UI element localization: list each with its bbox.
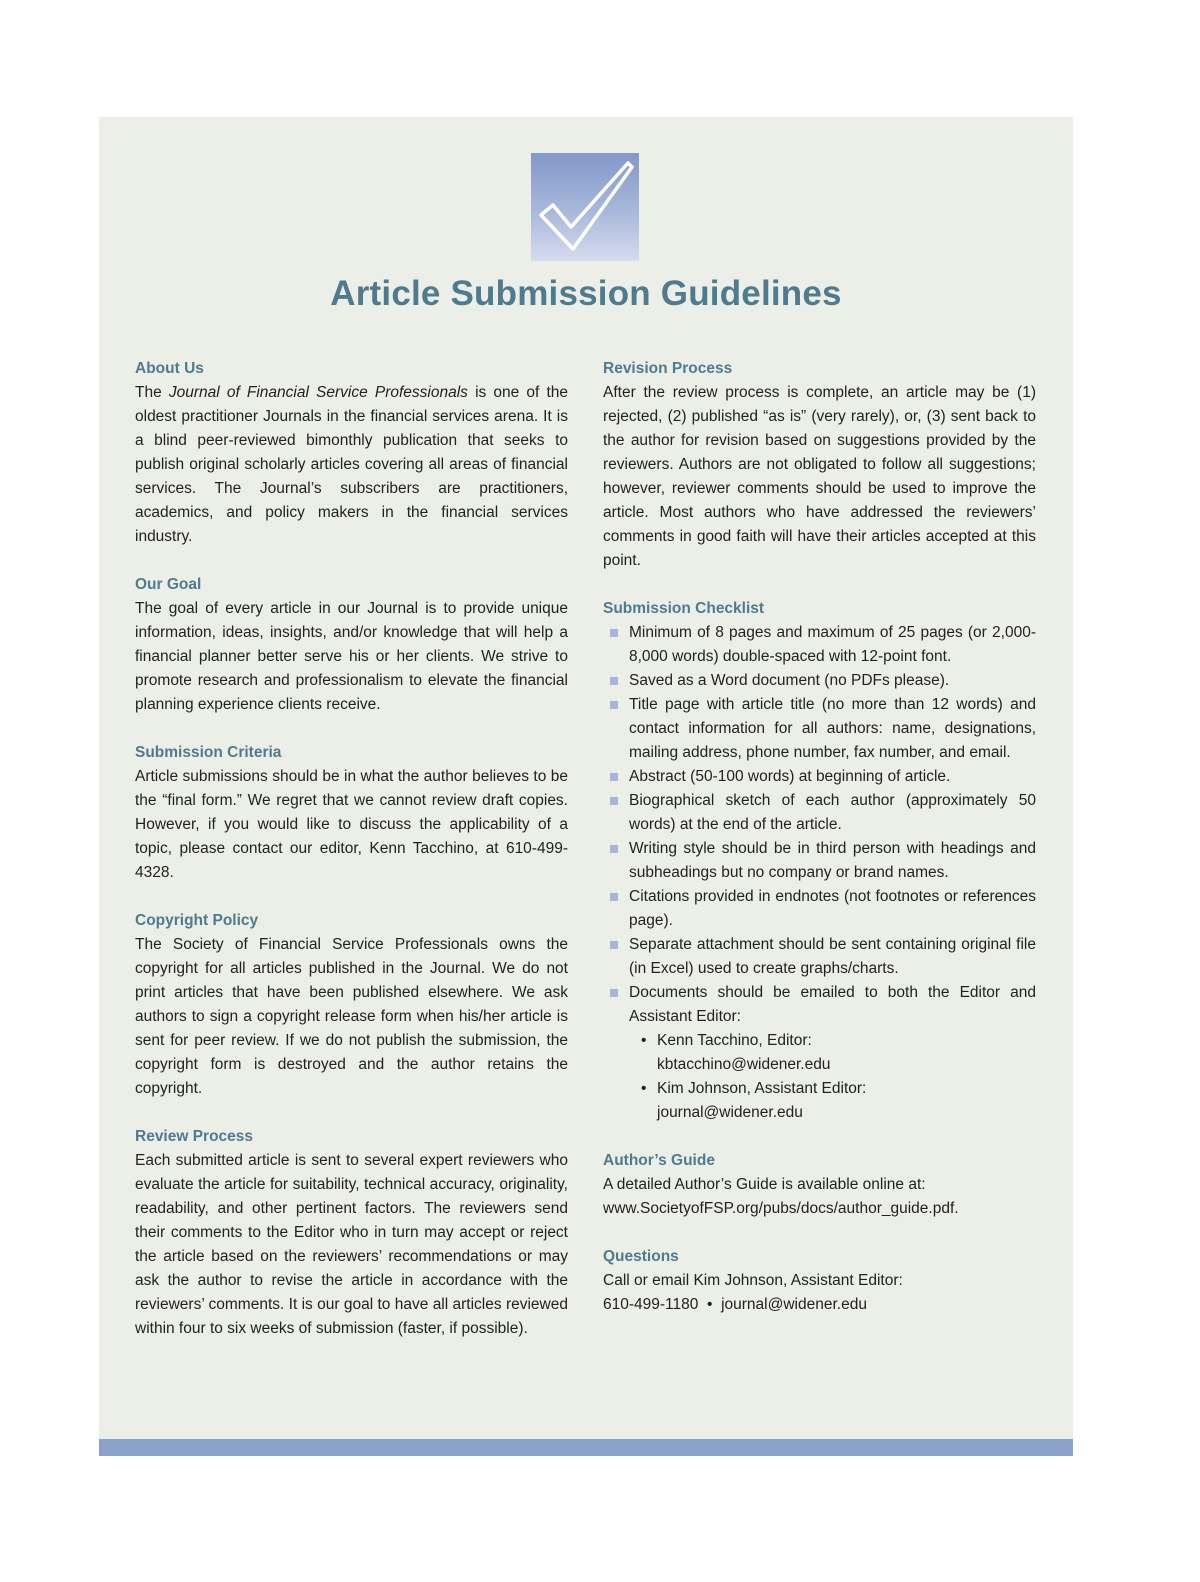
section-authors-guide [603, 1149, 1036, 1221]
checklist-item-text: Citations provided in endnotes (not footnotes or references page). [629, 888, 1036, 929]
right-column [603, 357, 1036, 1341]
section-heading: Our Goal [135, 576, 202, 593]
checklist-item-text: Writing style should be in third person with headings and subheadings but no company or brand names. [629, 840, 1036, 881]
section-heading: Review Process [135, 1128, 254, 1145]
square-bullet-icon [610, 893, 618, 901]
phone-number: 610-499-1180 [603, 1296, 699, 1313]
checklist [603, 621, 1036, 1125]
left-column [135, 357, 568, 1365]
checklist-item-text: Minimum of 8 pages and maximum of 25 pages (or 2,000-8,000 words) double-spaced with 12-point font. [629, 624, 1036, 665]
section-revision-process [603, 357, 1036, 573]
contact-email[interactable]: journal@widener.edu [657, 1104, 803, 1121]
text-fragment: is one of the oldest practitioner Journals in the financial services arena. It is a blind peer-reviewed bimonthly publication that seeks to publish original scholarly articles covering all areas of financial services. The Journal’s subscribers are practitioners, academics, and policy makers in the financial services industry. [135, 384, 569, 545]
checklist-item [603, 837, 1036, 885]
contact-name: Kenn Tacchino, Editor: [657, 1032, 812, 1049]
checklist-item-text: Saved as a Word document (no PDFs please). [629, 672, 950, 689]
section-submission-checklist [603, 597, 1036, 1125]
section-heading: Questions [603, 1248, 679, 1265]
section-text: The Society of Financial Service Professionals owns the copyright for all articles published in the Journal. We do not print articles that have been published elsewhere. We ask authors to sign a copyright release form when his/her article is sent for peer review. If we do not publish the submission, the copyright form is destroyed and the author retains the copyright. [135, 936, 568, 1097]
logo [531, 153, 639, 261]
section-text: The goal of every article in our Journal is to provide unique information, ideas, insights, and/or knowledge that will help a financial planner better serve his or her clients. We strive to promote research and professionalism to elevate the financial planning experience clients receive. [135, 600, 568, 713]
guidelines-panel [99, 117, 1073, 1439]
section-text: Each submitted article is sent to several expert reviewers who evaluate the article for suitability, technical accuracy, originality, readability, and other pertinent factors. The reviewers send their comments to the Editor who in turn may accept or reject the article based on the reviewers’ recommendations or may ask the author to revise the article in accordance with the reviewers’ comments. It is our goal to have all articles reviewed within four to six weeks of submission (faster, if possible). [135, 1152, 568, 1337]
separator: • [707, 1296, 713, 1313]
square-bullet-icon [610, 989, 618, 997]
contact-list [629, 1029, 1036, 1125]
checklist-item-text: Separate attachment should be sent containing original file (in Excel) used to create graphs/charts. [629, 936, 1036, 977]
section-copyright-policy [135, 909, 568, 1101]
square-bullet-icon [610, 845, 618, 853]
page-title: Article Submission Guidelines [330, 274, 842, 313]
contact-name: Kim Johnson, Assistant Editor: [657, 1080, 867, 1097]
section-text: Article submissions should be in what the author believes to be the “final form.” We regret that we cannot review draft copies. However, if you would like to discuss the applicability of a topic, please contact our editor, Kenn Tacchino, at 610-499-4328. [135, 768, 568, 881]
checkmark-icon [531, 153, 639, 261]
section-heading: Revision Process [603, 360, 733, 377]
checklist-item [603, 669, 1036, 693]
section-text [603, 1173, 1036, 1221]
square-bullet-icon [610, 941, 618, 949]
checklist-item [603, 933, 1036, 981]
guide-url-link[interactable]: www.SocietyofFSP.org/pubs/docs/author_guide.pdf. [603, 1200, 959, 1217]
square-bullet-icon [610, 773, 618, 781]
square-bullet-icon [610, 701, 618, 709]
contact-item [639, 1029, 1036, 1077]
checklist-item [603, 621, 1036, 669]
section-questions [603, 1245, 1036, 1317]
bullet-dot-icon: • [641, 1032, 647, 1049]
checklist-item-text: Title page with article title (no more than 12 words) and contact information for all authors: name, designations, mailing address, phone number, fax number, and email. [629, 696, 1036, 761]
contact-item [639, 1077, 1036, 1125]
square-bullet-icon [610, 629, 618, 637]
footer-bar [99, 1439, 1073, 1456]
section-heading: Copyright Policy [135, 912, 259, 929]
email-link[interactable]: journal@widener.edu [721, 1296, 867, 1313]
section-heading: Submission Criteria [135, 744, 282, 761]
section-review-process [135, 1125, 568, 1341]
section-text [603, 1269, 1036, 1317]
checklist-item [603, 693, 1036, 765]
section-text [135, 381, 568, 549]
guide-text: A detailed Author’s Guide is available online at: [603, 1176, 926, 1193]
checklist-item-text: Abstract (50-100 words) at beginning of article. [629, 768, 951, 785]
checklist-item-text: Documents should be emailed to both the Editor and Assistant Editor: [629, 984, 1036, 1025]
text-fragment: The [135, 384, 169, 401]
journal-name: Journal of Financial Service Professionals [168, 384, 468, 401]
section-heading: Author’s Guide [603, 1152, 715, 1169]
section-heading: Submission Checklist [603, 600, 765, 617]
checklist-item [603, 789, 1036, 837]
square-bullet-icon [610, 797, 618, 805]
section-submission-criteria [135, 741, 568, 885]
checklist-item-text: Biographical sketch of each author (approximately 50 words) at the end of the article. [629, 792, 1036, 833]
section-heading: About Us [135, 360, 204, 377]
checklist-item [603, 885, 1036, 933]
section-text: After the review process is complete, an article may be (1) rejected, (2) published “as is” (very rarely), or, (3) sent back to the author for revision based on suggestions provided by the reviewers. Authors are not obligated to follow all suggestions; however, reviewer comments should be used to improve the article. Most authors who have addressed the reviewers’ comments in good faith will have their articles accepted at this point. [603, 384, 1036, 569]
contact-email[interactable]: kbtacchino@widener.edu [657, 1056, 831, 1073]
section-about-us [135, 357, 568, 549]
checklist-item [603, 765, 1036, 789]
bullet-dot-icon: • [641, 1080, 647, 1097]
square-bullet-icon [610, 677, 618, 685]
checklist-item [603, 981, 1036, 1125]
questions-text: Call or email Kim Johnson, Assistant Editor: [603, 1272, 903, 1289]
section-our-goal [135, 573, 568, 717]
